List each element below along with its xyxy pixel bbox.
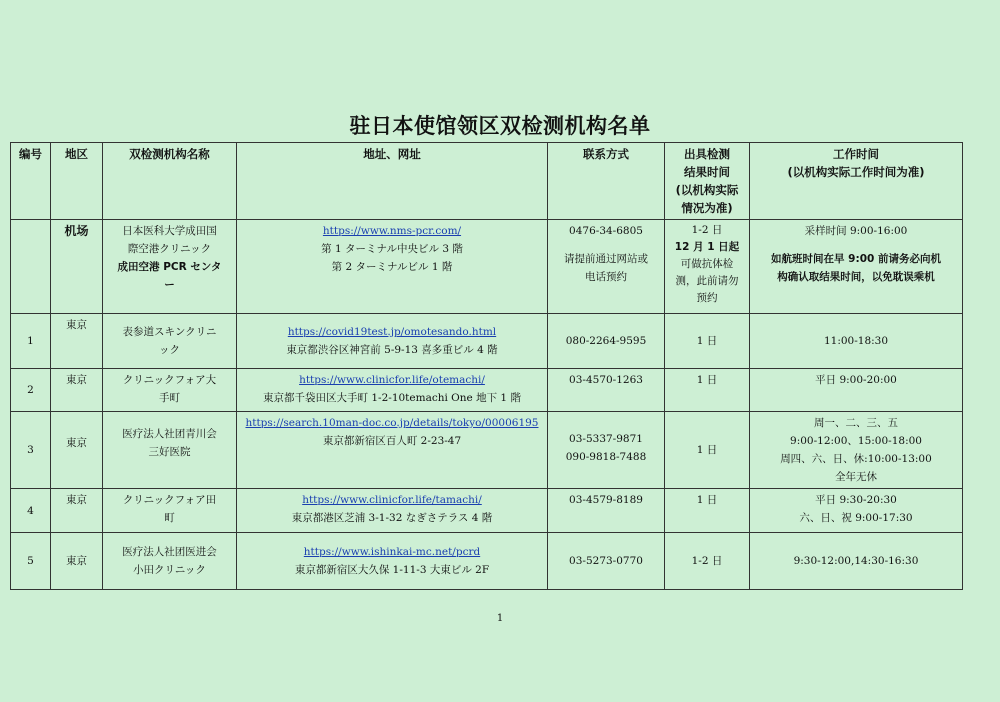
header-no: 编号 bbox=[11, 143, 51, 220]
document-title: 驻日本使馆领区双检测机构名单 bbox=[349, 114, 651, 138]
row-no: 2 bbox=[11, 369, 51, 412]
institution-link[interactable]: https://search.10man-doc.co.jp/details/tokyo/00006195 bbox=[245, 417, 539, 429]
row-name: 医疗法人社团青川会 三好医院 bbox=[103, 412, 237, 489]
table-header-row bbox=[11, 143, 963, 220]
row-contact: 03-5273-0770 bbox=[548, 533, 665, 590]
institution-link[interactable]: https://www.nms-pcr.com/ bbox=[322, 225, 462, 237]
row-contact: 03-5337-9871 090-9818-7488 bbox=[548, 412, 665, 489]
institution-link[interactable]: https://www.ishinkai-mc.net/pcrd bbox=[303, 546, 481, 558]
row-result-time: 1-2 日 bbox=[665, 533, 750, 590]
table-row bbox=[11, 533, 963, 590]
row-contact: 03-4570-1263 bbox=[548, 369, 665, 412]
header-area: 地区 bbox=[51, 143, 103, 220]
header-result-time: 出具检测 结果时间 (以机构实际 情况为准) bbox=[665, 143, 750, 220]
row-hours: 9:30-12:00,14:30-16:30 bbox=[750, 533, 963, 590]
row-address: https://www.clinicfor.life/tamachi/ 東京都港区芝浦 3-1-32 なぎさテラス 4 階 bbox=[237, 489, 548, 533]
row-contact: 03-4579-8189 bbox=[548, 489, 665, 533]
row-name: クリニックフォア田 町 bbox=[103, 489, 237, 533]
header-address: 地址、网址 bbox=[237, 143, 548, 220]
institution-link[interactable]: https://www.clinicfor.life/tamachi/ bbox=[302, 494, 482, 506]
row-hours: 平日 9:30-20:30 六、日、祝 9:00-17:30 bbox=[750, 489, 963, 533]
row-no: 4 bbox=[11, 489, 51, 533]
row-result-time: 1 日 bbox=[665, 369, 750, 412]
row-hours: 周一、二、三、五 9:00-12:00、15:00-18:00 周四、六、日、休:10:00-13:00 全年无休 bbox=[750, 412, 963, 489]
institution-link[interactable]: https://www.clinicfor.life/otemachi/ bbox=[299, 374, 485, 386]
table-row bbox=[11, 489, 963, 533]
page-number: 1 bbox=[496, 613, 504, 624]
row-address: https://www.nms-pcr.com/ 第 1 ターミナル中央ビル 3 階 第 2 ターミナルビル 1 階 bbox=[237, 220, 548, 314]
institution-link[interactable]: https://covid19test.jp/omotesando.html bbox=[287, 326, 497, 338]
testing-institutions-table bbox=[10, 142, 963, 590]
table-row-airport bbox=[11, 220, 963, 314]
row-address: https://www.clinicfor.life/otemachi/ 東京都千袋田区大手町 1-2-10temachi One 地下 1 階 bbox=[237, 369, 548, 412]
row-address: https://search.10man-doc.co.jp/details/tokyo/00006195 東京都新宿区百人町 2-23-47 bbox=[237, 412, 548, 489]
row-area: 机场 bbox=[51, 220, 103, 314]
table-row bbox=[11, 314, 963, 369]
row-hours: 平日 9:00-20:00 bbox=[750, 369, 963, 412]
table-row bbox=[11, 412, 963, 489]
header-contact: 联系方式 bbox=[548, 143, 665, 220]
row-no bbox=[11, 220, 51, 314]
row-name: 医疗法人社团医进会 小田クリニック bbox=[103, 533, 237, 590]
table-row bbox=[11, 369, 963, 412]
row-contact: 0476-34-6805 请提前通过网站或 电话预约 bbox=[548, 220, 665, 314]
row-name: 日本医科大学成田国 際空港クリニック 成田空港 PCR センタ ー bbox=[103, 220, 237, 314]
header-name: 双检测机构名称 bbox=[103, 143, 237, 220]
row-name: 表参道スキンクリニ ック bbox=[103, 314, 237, 369]
row-area: 東京 bbox=[51, 314, 103, 369]
header-hours: 工作时间 (以机构实际工作时间为准) bbox=[750, 143, 963, 220]
row-hours: 采样时间 9:00-16:00 如航班时间在早 9:00 前请务必向机 构确认取结果时间，以免耽误乘机 bbox=[750, 220, 963, 314]
row-no: 5 bbox=[11, 533, 51, 590]
row-result-time: 1 日 bbox=[665, 314, 750, 369]
row-result-time: 1-2 日 12 月 1 日起 可做抗体检 测，此前请勿 预约 bbox=[665, 220, 750, 314]
row-no: 1 bbox=[11, 314, 51, 369]
row-address: https://www.ishinkai-mc.net/pcrd 東京都新宿区大久保 1-11-3 大東ビル 2F bbox=[237, 533, 548, 590]
row-hours: 11:00-18:30 bbox=[750, 314, 963, 369]
row-contact: 080-2264-9595 bbox=[548, 314, 665, 369]
row-result-time: 1 日 bbox=[665, 489, 750, 533]
row-area: 東京 bbox=[51, 369, 103, 412]
row-area: 東京 bbox=[51, 489, 103, 533]
row-result-time: 1 日 bbox=[665, 412, 750, 489]
row-no: 3 bbox=[11, 412, 51, 489]
row-name: クリニックフォア大 手町 bbox=[103, 369, 237, 412]
row-area: 東京 bbox=[51, 412, 103, 489]
row-address: https://covid19test.jp/omotesando.html 東京都渋谷区神宮前 5-9-13 喜多重ビル 4 階 bbox=[237, 314, 548, 369]
row-area: 東京 bbox=[51, 533, 103, 590]
